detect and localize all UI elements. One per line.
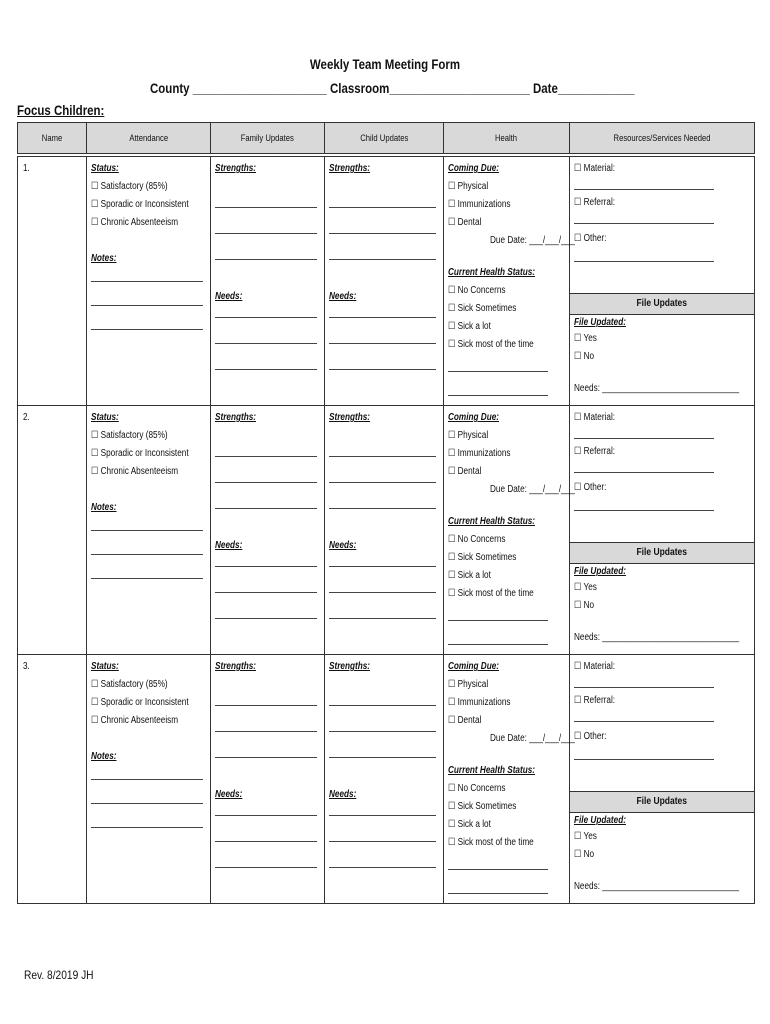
needs-line[interactable] bbox=[215, 618, 317, 619]
strengths-line[interactable] bbox=[329, 705, 436, 706]
strengths-line[interactable] bbox=[215, 207, 317, 208]
sick-a-lot-checkbox[interactable]: ☐ Sick a lot bbox=[448, 321, 491, 332]
file-updated-yes-checkbox[interactable]: ☐ Yes bbox=[574, 582, 597, 593]
needs-label: Needs: bbox=[329, 540, 357, 551]
attendance-sporadic-checkbox[interactable]: ☐ Sporadic or Inconsistent bbox=[91, 448, 189, 459]
referral-checkbox[interactable]: ☐ Referral: bbox=[574, 197, 616, 208]
needs-line[interactable] bbox=[215, 592, 317, 593]
needs-line[interactable] bbox=[329, 618, 436, 619]
col-resources-header: Resources/Services Needed bbox=[570, 123, 755, 154]
needs-line[interactable] bbox=[329, 867, 436, 868]
file-updated-yes-checkbox[interactable]: ☐ Yes bbox=[574, 831, 597, 842]
status-label: Status: bbox=[91, 661, 119, 672]
current-health-label: Current Health Status: bbox=[448, 516, 536, 527]
strengths-label: Strengths: bbox=[215, 412, 256, 423]
sick-sometimes-checkbox[interactable]: ☐ Sick Sometimes bbox=[448, 801, 517, 812]
health-line[interactable] bbox=[448, 620, 548, 621]
form-title: Weekly Team Meeting Form bbox=[309, 56, 461, 72]
file-updated-no-checkbox[interactable]: ☐ No bbox=[574, 351, 595, 362]
strengths-line[interactable] bbox=[215, 456, 317, 457]
attendance-sporadic-checkbox[interactable]: ☐ Sporadic or Inconsistent bbox=[91, 697, 189, 708]
meeting-grid bbox=[17, 122, 755, 904]
notes-line[interactable] bbox=[91, 827, 203, 828]
other-checkbox[interactable]: ☐ Other: bbox=[574, 731, 607, 742]
name-cell[interactable] bbox=[18, 655, 87, 904]
needs-line[interactable] bbox=[329, 592, 436, 593]
material-checkbox[interactable]: ☐ Material: bbox=[574, 412, 616, 423]
notes-line[interactable] bbox=[91, 281, 203, 282]
sick-sometimes-checkbox[interactable]: ☐ Sick Sometimes bbox=[448, 552, 517, 563]
strengths-line[interactable] bbox=[329, 259, 436, 260]
strengths-label: Strengths: bbox=[215, 661, 256, 672]
file-updated-label: File Updated: bbox=[574, 815, 626, 826]
resources-cell bbox=[570, 655, 755, 904]
sick-a-lot-checkbox[interactable]: ☐ Sick a lot bbox=[448, 819, 491, 830]
strengths-line[interactable] bbox=[215, 508, 317, 509]
attendance-satisfactory-checkbox[interactable]: ☐ Satisfactory (85%) bbox=[91, 679, 168, 690]
health-cell bbox=[444, 406, 575, 655]
needs-line[interactable] bbox=[215, 343, 317, 344]
sick-sometimes-checkbox[interactable]: ☐ Sick Sometimes bbox=[448, 303, 517, 314]
strengths-line[interactable] bbox=[215, 731, 317, 732]
child-updates-cell bbox=[325, 406, 444, 655]
file-updated-no-checkbox[interactable]: ☐ No bbox=[574, 600, 595, 611]
strengths-line[interactable] bbox=[329, 207, 436, 208]
name-cell[interactable] bbox=[18, 157, 87, 406]
health-cell bbox=[444, 655, 575, 904]
child-row-3 bbox=[18, 655, 755, 904]
needs-label: Needs: bbox=[329, 789, 357, 800]
strengths-line[interactable] bbox=[215, 259, 317, 260]
row-number: 3. bbox=[23, 661, 30, 672]
attendance-sporadic-checkbox[interactable]: ☐ Sporadic or Inconsistent bbox=[91, 199, 189, 210]
needs-line[interactable] bbox=[215, 369, 317, 370]
resources-cell bbox=[570, 157, 755, 406]
needs-label: Needs: bbox=[215, 540, 243, 551]
file-updated-no-checkbox[interactable]: ☐ No bbox=[574, 849, 595, 860]
col-attendance-header: Attendance bbox=[87, 123, 211, 154]
health-line[interactable] bbox=[448, 371, 548, 372]
strengths-label: Strengths: bbox=[215, 163, 256, 174]
notes-label: Notes: bbox=[91, 253, 117, 264]
material-checkbox[interactable]: ☐ Material: bbox=[574, 661, 616, 672]
strengths-line[interactable] bbox=[215, 757, 317, 758]
name-cell[interactable] bbox=[18, 406, 87, 655]
health-line[interactable] bbox=[448, 869, 548, 870]
needs-line[interactable] bbox=[215, 317, 317, 318]
strengths-line[interactable] bbox=[329, 731, 436, 732]
referral-checkbox[interactable]: ☐ Referral: bbox=[574, 695, 616, 706]
attendance-cell bbox=[87, 406, 211, 655]
notes-line[interactable] bbox=[91, 329, 203, 330]
due-date-field[interactable]: Due Date: ___/___/___ bbox=[490, 484, 575, 495]
physical-checkbox[interactable]: ☐ Physical bbox=[448, 181, 489, 192]
physical-checkbox[interactable]: ☐ Physical bbox=[448, 430, 489, 441]
other-checkbox[interactable]: ☐ Other: bbox=[574, 233, 607, 244]
needs-line[interactable] bbox=[329, 369, 436, 370]
col-child-updates-header: Child Updates bbox=[325, 123, 444, 154]
notes-label: Notes: bbox=[91, 751, 117, 762]
needs-line[interactable] bbox=[329, 841, 436, 842]
strengths-line[interactable] bbox=[329, 456, 436, 457]
coming-due-label: Coming Due: bbox=[448, 661, 500, 672]
strengths-label: Strengths: bbox=[329, 163, 370, 174]
strengths-label: Strengths: bbox=[329, 412, 370, 423]
notes-line[interactable] bbox=[91, 779, 203, 780]
file-updates-header: File Updates bbox=[570, 791, 754, 813]
needs-label: Needs: bbox=[215, 291, 243, 302]
county-classroom-date-line[interactable]: County _____________________ Classroom______________________ Date____________ bbox=[150, 80, 635, 96]
needs-line[interactable] bbox=[329, 566, 436, 567]
other-line[interactable] bbox=[574, 759, 714, 760]
attendance-satisfactory-checkbox[interactable]: ☐ Satisfactory (85%) bbox=[91, 181, 168, 192]
row-number: 2. bbox=[23, 412, 30, 423]
health-cell bbox=[444, 157, 575, 406]
needs-line[interactable] bbox=[215, 841, 317, 842]
header-row bbox=[18, 123, 755, 154]
health-line[interactable] bbox=[448, 893, 548, 894]
needs-line[interactable] bbox=[215, 867, 317, 868]
needs-label: Needs: bbox=[215, 789, 243, 800]
material-line[interactable] bbox=[574, 687, 714, 688]
other-line[interactable] bbox=[574, 261, 714, 262]
resources-cell bbox=[570, 406, 755, 655]
row-number: 1. bbox=[23, 163, 30, 174]
notes-line[interactable] bbox=[91, 578, 203, 579]
no-concerns-checkbox[interactable]: ☐ No Concerns bbox=[448, 783, 506, 794]
dental-checkbox[interactable]: ☐ Dental bbox=[448, 217, 482, 228]
file-updates-header: File Updates bbox=[570, 293, 754, 315]
sick-a-lot-checkbox[interactable]: ☐ Sick a lot bbox=[448, 570, 491, 581]
due-date-field[interactable]: Due Date: ___/___/___ bbox=[490, 235, 575, 246]
current-health-label: Current Health Status: bbox=[448, 765, 536, 776]
strengths-line[interactable] bbox=[215, 233, 317, 234]
sick-most-checkbox[interactable]: ☐ Sick most of the time bbox=[448, 837, 534, 848]
family-updates-cell bbox=[211, 406, 325, 655]
status-label: Status: bbox=[91, 412, 119, 423]
material-line[interactable] bbox=[574, 189, 714, 190]
coming-due-label: Coming Due: bbox=[448, 412, 500, 423]
status-label: Status: bbox=[91, 163, 119, 174]
child-updates-cell bbox=[325, 655, 444, 904]
notes-label: Notes: bbox=[91, 502, 117, 513]
other-line[interactable] bbox=[574, 510, 714, 511]
dental-checkbox[interactable]: ☐ Dental bbox=[448, 466, 482, 477]
sick-most-checkbox[interactable]: ☐ Sick most of the time bbox=[448, 588, 534, 599]
dental-checkbox[interactable]: ☐ Dental bbox=[448, 715, 482, 726]
col-name-header: Name bbox=[18, 123, 87, 154]
needs-line[interactable] bbox=[329, 343, 436, 344]
needs-label: Needs: bbox=[329, 291, 357, 302]
file-updated-label: File Updated: bbox=[574, 566, 626, 577]
notes-line[interactable] bbox=[91, 305, 203, 306]
strengths-line[interactable] bbox=[215, 482, 317, 483]
material-checkbox[interactable]: ☐ Material: bbox=[574, 163, 616, 174]
notes-line[interactable] bbox=[91, 803, 203, 804]
file-updated-label: File Updated: bbox=[574, 317, 626, 328]
referral-line[interactable] bbox=[574, 472, 714, 473]
strengths-label: Strengths: bbox=[329, 661, 370, 672]
strengths-line[interactable] bbox=[329, 482, 436, 483]
referral-checkbox[interactable]: ☐ Referral: bbox=[574, 446, 616, 457]
material-line[interactable] bbox=[574, 438, 714, 439]
referral-line[interactable] bbox=[574, 721, 714, 722]
attendance-chronic-checkbox[interactable]: ☐ Chronic Absenteeism bbox=[91, 466, 179, 477]
no-concerns-checkbox[interactable]: ☐ No Concerns bbox=[448, 534, 506, 545]
strengths-line[interactable] bbox=[329, 233, 436, 234]
coming-due-label: Coming Due: bbox=[448, 163, 500, 174]
strengths-line[interactable] bbox=[215, 705, 317, 706]
health-line[interactable] bbox=[448, 644, 548, 645]
attendance-satisfactory-checkbox[interactable]: ☐ Satisfactory (85%) bbox=[91, 430, 168, 441]
attendance-chronic-checkbox[interactable]: ☐ Chronic Absenteeism bbox=[91, 217, 179, 228]
attendance-cell bbox=[87, 157, 211, 406]
immunizations-checkbox[interactable]: ☐ Immunizations bbox=[448, 697, 511, 708]
focus-children-label: Focus Children: bbox=[17, 102, 105, 118]
immunizations-checkbox[interactable]: ☐ Immunizations bbox=[448, 199, 511, 210]
needs-line[interactable] bbox=[329, 815, 436, 816]
strengths-line[interactable] bbox=[329, 508, 436, 509]
attendance-cell bbox=[87, 655, 211, 904]
referral-line[interactable] bbox=[574, 223, 714, 224]
physical-checkbox[interactable]: ☐ Physical bbox=[448, 679, 489, 690]
attendance-chronic-checkbox[interactable]: ☐ Chronic Absenteeism bbox=[91, 715, 179, 726]
col-family-updates-header: Family Updates bbox=[211, 123, 325, 154]
child-row-1 bbox=[18, 157, 755, 406]
col-health-header: Health bbox=[444, 123, 570, 154]
family-updates-cell bbox=[211, 655, 325, 904]
due-date-field[interactable]: Due Date: ___/___/___ bbox=[490, 733, 575, 744]
file-updates-header: File Updates bbox=[570, 542, 754, 564]
needs-line[interactable] bbox=[215, 815, 317, 816]
file-updated-yes-checkbox[interactable]: ☐ Yes bbox=[574, 333, 597, 344]
other-checkbox[interactable]: ☐ Other: bbox=[574, 482, 607, 493]
notes-line[interactable] bbox=[91, 530, 203, 531]
resources-needs-field[interactable]: Needs: ______________________________ bbox=[574, 383, 740, 394]
needs-line[interactable] bbox=[215, 566, 317, 567]
health-line[interactable] bbox=[448, 395, 548, 396]
child-row-2 bbox=[18, 406, 755, 655]
immunizations-checkbox[interactable]: ☐ Immunizations bbox=[448, 448, 511, 459]
current-health-label: Current Health Status: bbox=[448, 267, 536, 278]
child-updates-cell bbox=[325, 157, 444, 406]
no-concerns-checkbox[interactable]: ☐ No Concerns bbox=[448, 285, 506, 296]
resources-needs-field[interactable]: Needs: ______________________________ bbox=[574, 632, 740, 643]
revision-footer: Rev. 8/2019 JH bbox=[24, 968, 94, 982]
needs-line[interactable] bbox=[329, 317, 436, 318]
resources-needs-field[interactable]: Needs: ______________________________ bbox=[574, 881, 740, 892]
notes-line[interactable] bbox=[91, 554, 203, 555]
family-updates-cell bbox=[211, 157, 325, 406]
strengths-line[interactable] bbox=[329, 757, 436, 758]
sick-most-checkbox[interactable]: ☐ Sick most of the time bbox=[448, 339, 534, 350]
